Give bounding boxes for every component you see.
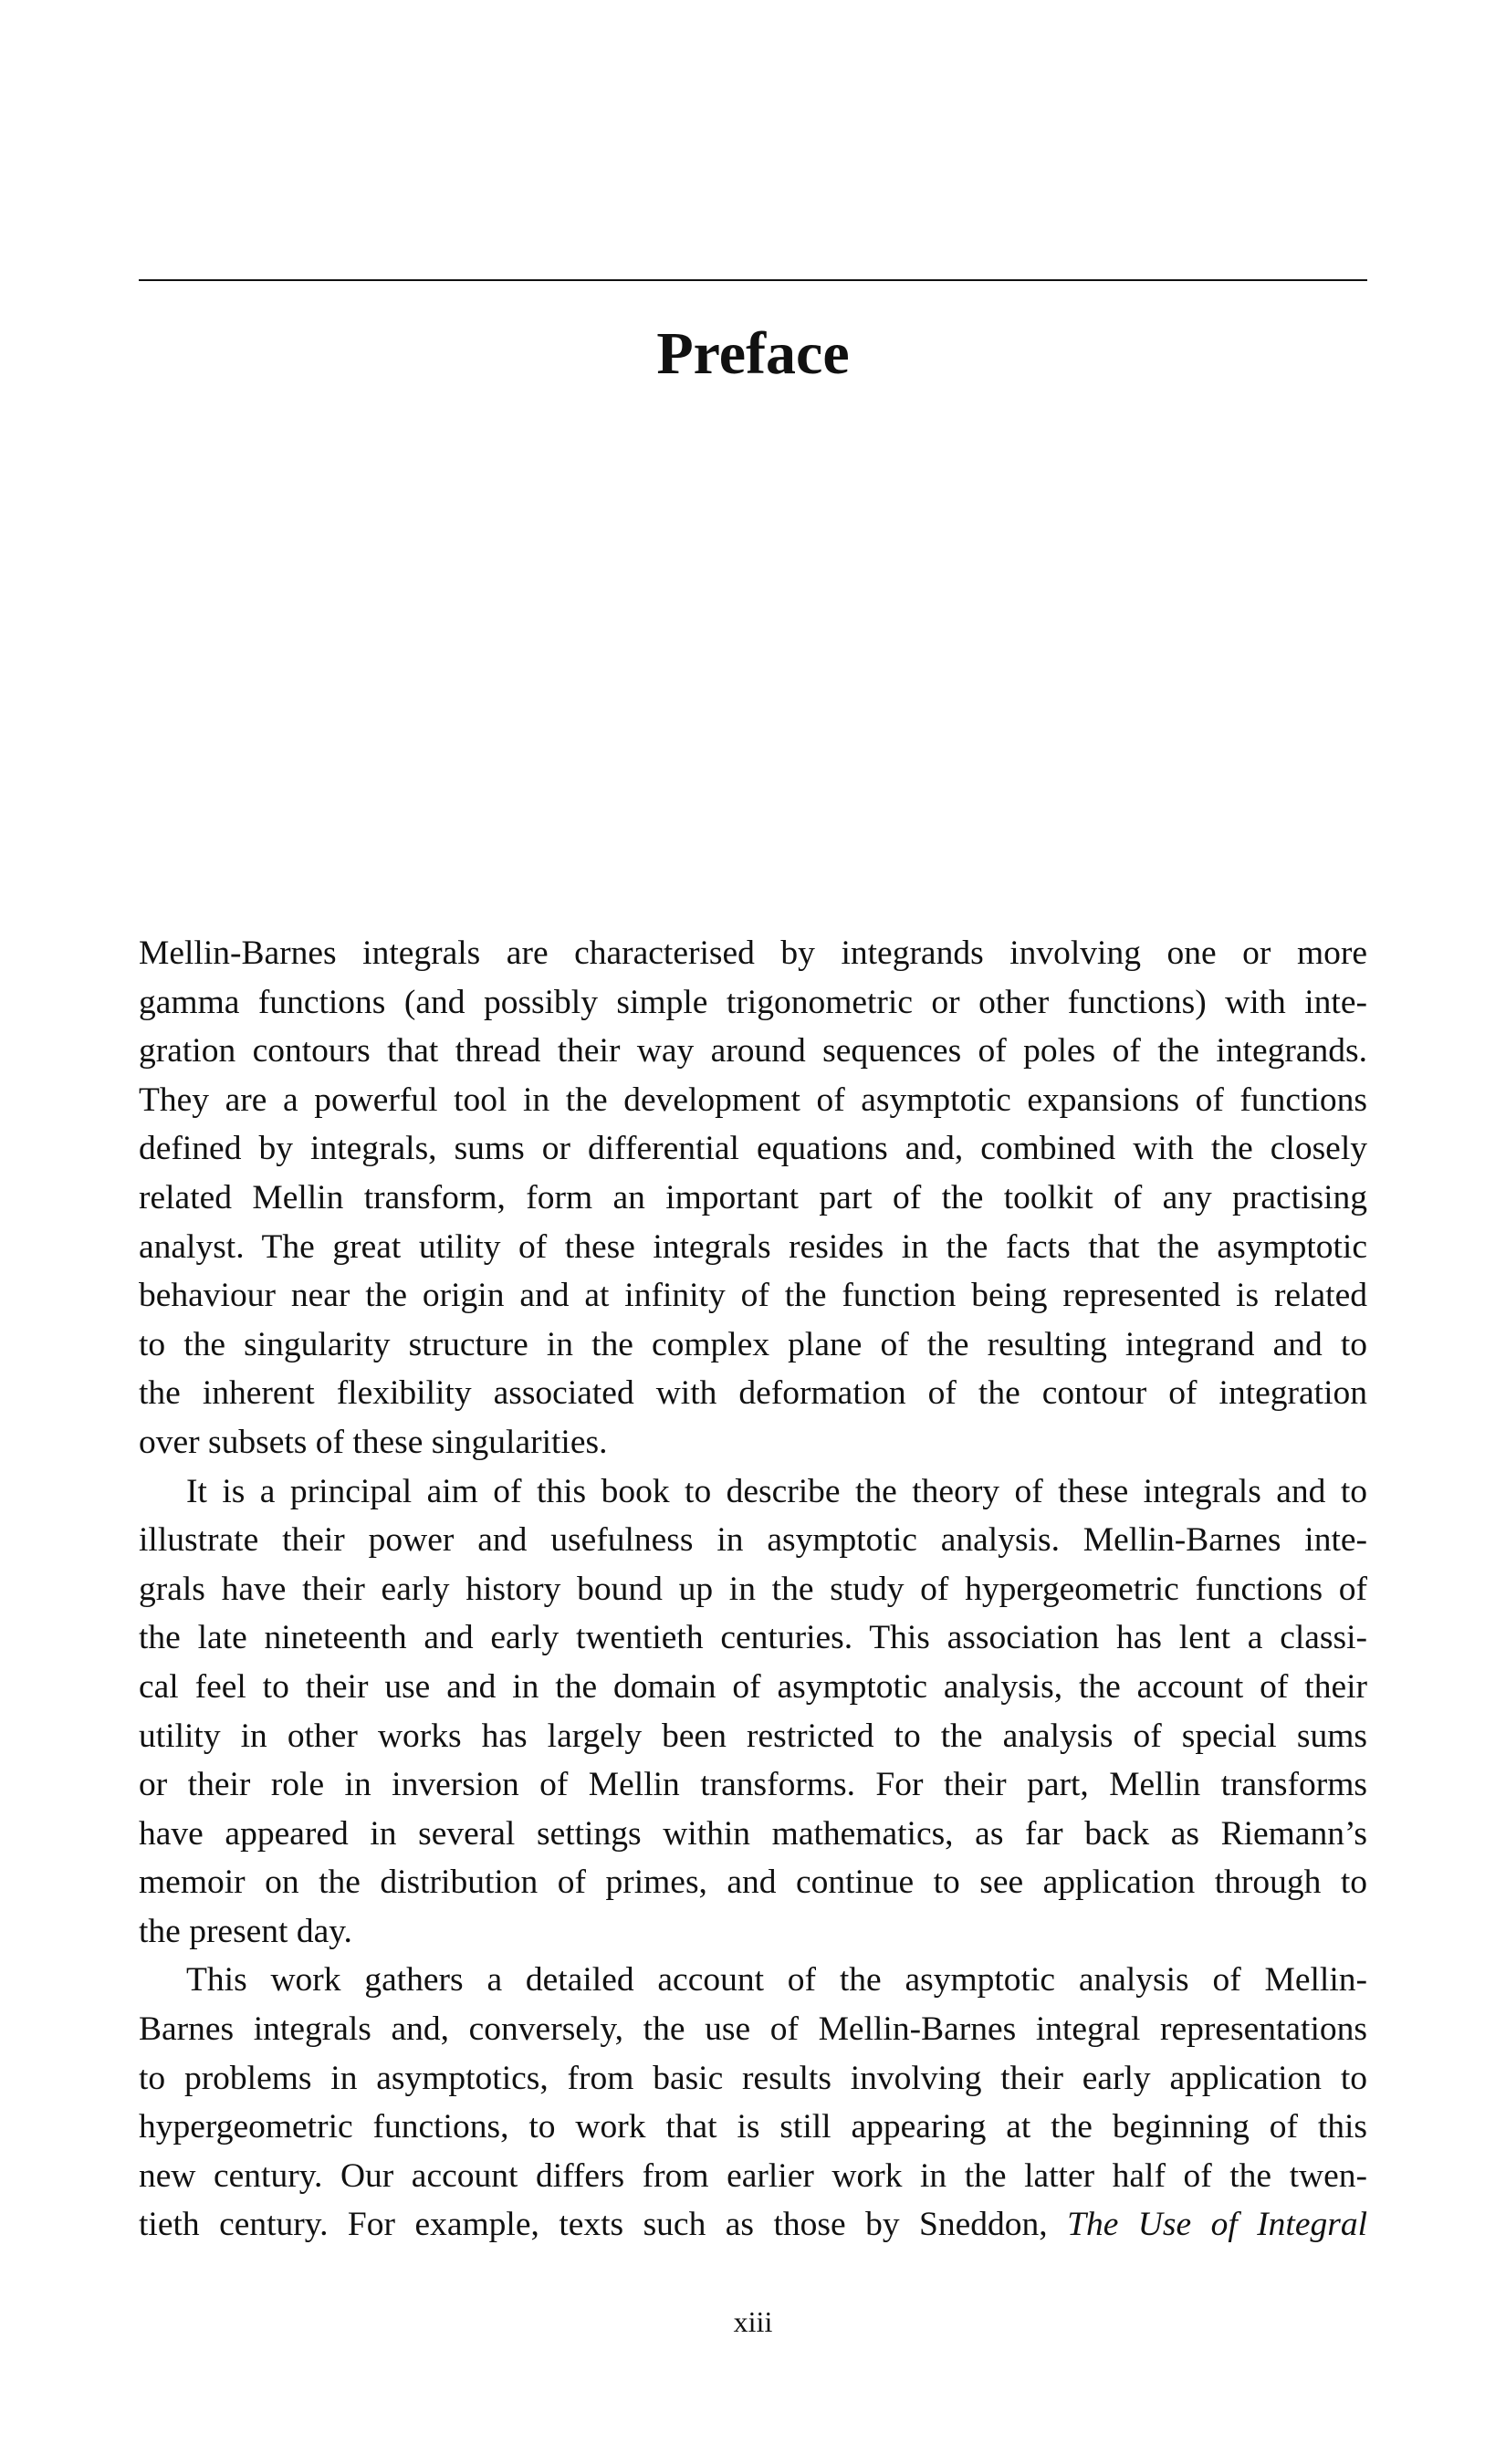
text-line: analyst. The great utility of these integrals resides in the facts that the asymptotic [139, 1227, 1367, 1266]
text-line: hypergeometric functions, to work that is still appearing at the beginning of this [139, 2108, 1367, 2146]
text-line: They are a powerful tool in the development of asymptotic expansions of functions [139, 1081, 1367, 1119]
text-line: gration contours that thread their way around sequences of poles of the integrands. [139, 1032, 1367, 1070]
text-line: the present day. [139, 1912, 352, 1950]
text-line: cal feel to their use and in the domain of asymptotic analysis, the account of their [139, 1667, 1367, 1706]
text-line: grals have their early history bound up in the study of hypergeometric functions of [139, 1570, 1367, 1608]
text-line-with-italic-title [139, 2200, 1367, 2250]
text-line: the late nineteenth and early twentieth centuries. This association has lent a classi- [139, 1619, 1367, 1657]
chapter-title: Preface [656, 320, 850, 387]
text-line: to the singularity structure in the complex plane of the resulting integrand and to [139, 1325, 1367, 1363]
text-line: behaviour near the origin and at infinity of the function being represented is related [139, 1277, 1367, 1315]
text-line: memoir on the distribution of primes, and continue to see application through to [139, 1864, 1367, 1902]
text-line: Mellin-Barnes integrals are characterised by integrands involving one or more [139, 934, 1367, 972]
text-line: gamma functions (and possibly simple trigonometric or other functions) with inte- [139, 983, 1367, 1021]
text-line: Barnes integrals and, conversely, the use of Mellin-Barnes integral representations [139, 2010, 1367, 2049]
text-line: This work gathers a detailed account of the asymptotic analysis of Mellin- [186, 1961, 1367, 1999]
text-line: or their role in inversion of Mellin transforms. For their part, Mellin transforms [139, 1766, 1367, 1804]
text-line: illustrate their power and usefulness in asymptotic analysis. Mellin-Barnes inte- [139, 1521, 1367, 1560]
text-line: to problems in asymptotics, from basic results involving their early application to [139, 2059, 1367, 2097]
text-line: related Mellin transform, form an important part of the toolkit of any practising [139, 1178, 1367, 1216]
page-number: xiii [733, 2305, 773, 2338]
text-line: over subsets of these singularities. [139, 1423, 608, 1461]
text-line: defined by integrals, sums or differential equations and, combined with the closely [139, 1130, 1367, 1168]
chapter-top-rule [139, 279, 1367, 281]
text-line: utility in other works has largely been restricted to the analysis of special sums [139, 1717, 1367, 1755]
text-line: It is a principal aim of this book to describe the theory of these integrals and to [186, 1472, 1367, 1510]
text-line: the inherent flexibility associated with deformation of the contour of integration [139, 1374, 1367, 1413]
text-line-roman-part: tieth century. For example, texts such as those by Sneddon, [139, 2206, 1048, 2244]
preface-body [139, 929, 1367, 2250]
book-title-italic: The Use of Integral [1067, 2206, 1368, 2244]
text-line: have appeared in several settings within mathematics, as far back as Riemann’s [139, 1814, 1367, 1853]
text-line: new century. Our account differs from earlier work in the latter half of the twen- [139, 2156, 1367, 2195]
